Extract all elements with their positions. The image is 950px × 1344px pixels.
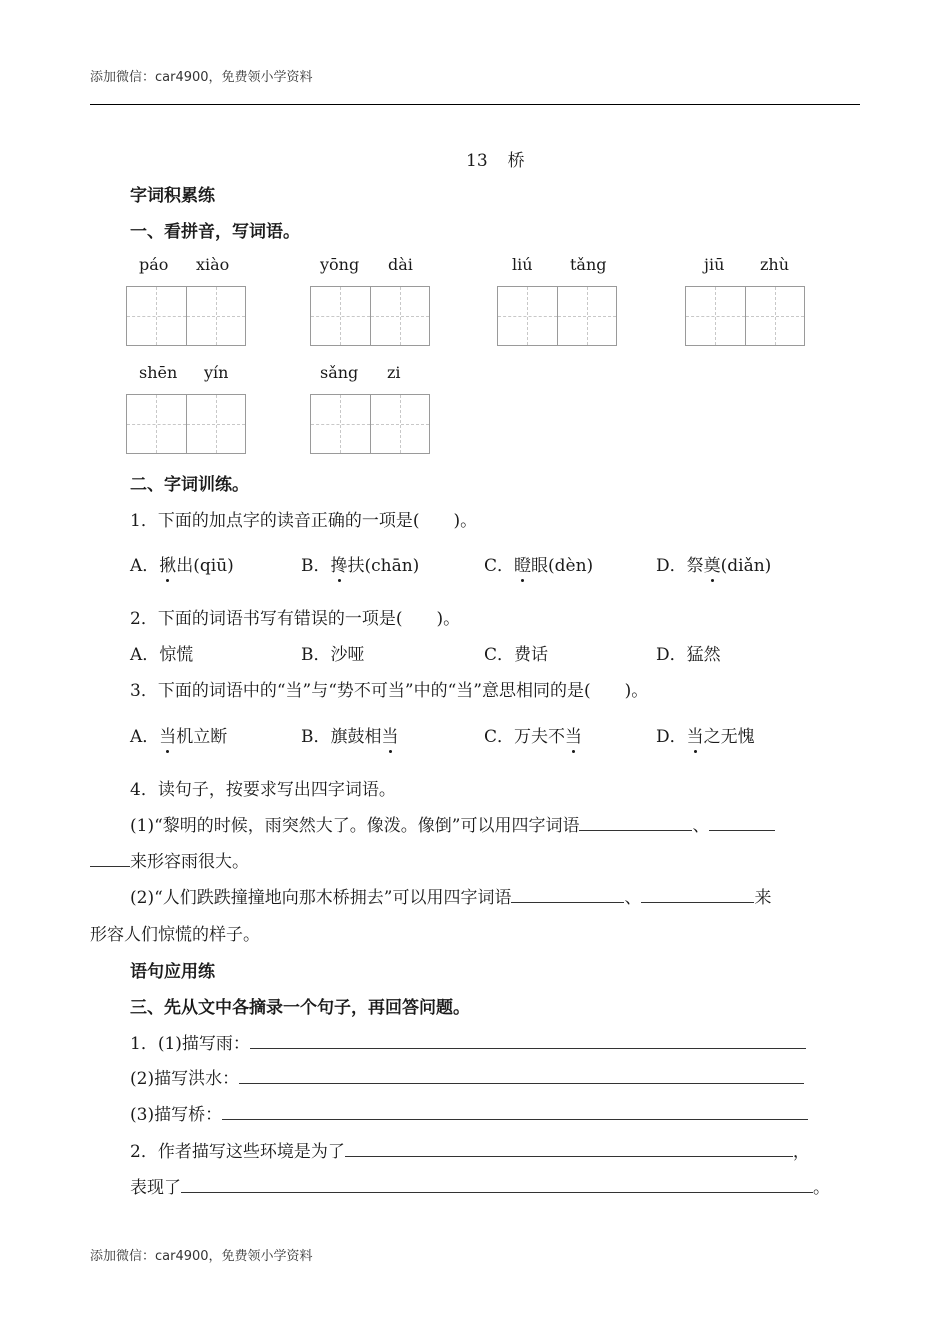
- emphasis-dot-char: 当: [687, 722, 704, 747]
- q2-option-d[interactable]: D．猛然: [656, 645, 721, 665]
- pinyin-4b: zhù: [760, 255, 790, 274]
- part3-title: 三、先从文中各摘录一个句子，再回答问题。: [130, 998, 470, 1018]
- answer-line[interactable]: [239, 1065, 804, 1084]
- q2-stem: 2．下面的词语书写有错误的一项是( )。: [130, 609, 461, 629]
- emphasis-dot-char: 揪: [159, 551, 176, 576]
- q3-stem: 3．下面的词语中的“当”与“势不可当”中的“当”意思相同的是( )。: [130, 681, 649, 701]
- q3-option-d[interactable]: D．当之无愧: [656, 722, 755, 747]
- pinyin-5a: shēn: [139, 363, 178, 382]
- emphasis-dot-char: 当: [382, 722, 399, 747]
- lesson-number: 13: [466, 151, 488, 171]
- writing-grid-6[interactable]: [310, 394, 430, 454]
- writing-grid-4[interactable]: [685, 286, 805, 346]
- header-note: 添加微信：car4900，免费领小学资料: [90, 70, 313, 85]
- writing-grid-5[interactable]: [126, 394, 246, 454]
- q4-sentence-1-cont: 来形容雨很大。: [90, 847, 249, 872]
- emphasis-dot-char: 当: [565, 722, 582, 747]
- q1-stem: 1．下面的加点字的读音正确的一项是( )。: [130, 511, 478, 531]
- q1-option-c[interactable]: C．瞪眼(dèn): [484, 551, 593, 576]
- pinyin-1a: páo: [139, 255, 169, 274]
- pinyin-6b: zi: [387, 363, 401, 382]
- writing-grid-2[interactable]: [310, 286, 430, 346]
- answer-blank[interactable]: [641, 884, 754, 903]
- pinyin-1b: xiào: [196, 255, 230, 274]
- q3-2-express: 表现了 。: [130, 1173, 830, 1198]
- answer-blank[interactable]: [709, 812, 775, 831]
- answer-blank[interactable]: [90, 848, 130, 867]
- q3-2-purpose: 2．作者描写这些环境是为了 ，: [130, 1137, 810, 1162]
- pinyin-2a: yōng: [320, 255, 360, 274]
- part1-title: 一、看拼音，写词语。: [130, 222, 300, 242]
- writing-grid-3[interactable]: [497, 286, 617, 346]
- answer-line[interactable]: [222, 1101, 808, 1120]
- q3-1-rain: 1．(1)描写雨：: [130, 1029, 806, 1054]
- q4-sentence-1: (1)“黎明的时候，雨突然大了。像泼。像倒”可以用四字词语 、: [130, 811, 775, 836]
- q2-option-a[interactable]: A．惊慌: [130, 645, 194, 665]
- answer-blank[interactable]: [511, 884, 624, 903]
- pinyin-3b: tǎng: [570, 255, 607, 274]
- answer-blank[interactable]: [579, 812, 692, 831]
- q1-option-a[interactable]: A．揪出(qiū): [130, 551, 234, 576]
- pinyin-6a: sǎng: [320, 363, 359, 382]
- section-heading-vocab: 字词积累练: [130, 186, 215, 206]
- q4-sentence-2: (2)“人们跌跌撞撞地向那木桥拥去”可以用四字词语 、 来: [130, 883, 771, 908]
- answer-line[interactable]: [345, 1138, 793, 1157]
- q1-option-b[interactable]: B．搀扶(chān): [301, 551, 419, 576]
- footer-note: 添加微信：car4900，免费领小学资料: [90, 1249, 313, 1264]
- q2-option-c[interactable]: C．费话: [484, 645, 549, 665]
- pinyin-5b: yín: [204, 363, 229, 382]
- part2-title: 二、字词训练。: [130, 475, 249, 495]
- q3-option-c[interactable]: C．万夫不当: [484, 722, 582, 747]
- lesson-title: [466, 146, 525, 171]
- header-divider: [90, 104, 860, 105]
- q4-sentence-2-cont: 形容人们惊慌的样子。: [90, 925, 260, 945]
- q3-option-b[interactable]: B．旗鼓相当: [301, 722, 399, 747]
- lesson-name: 桥: [507, 151, 525, 171]
- emphasis-dot-char: 搀: [331, 551, 348, 576]
- answer-line[interactable]: [250, 1030, 806, 1049]
- q3-1-bridge: (3)描写桥：: [130, 1100, 808, 1125]
- writing-grid-1[interactable]: [126, 286, 246, 346]
- pinyin-3a: liú: [512, 255, 533, 274]
- section-heading-sentence: 语句应用练: [130, 962, 215, 982]
- pinyin-2b: dài: [388, 255, 413, 274]
- q1-option-d[interactable]: D．祭奠(diǎn): [656, 551, 771, 576]
- emphasis-dot-char: 奠: [704, 551, 721, 576]
- answer-line[interactable]: [181, 1174, 813, 1193]
- emphasis-dot-char: 瞪: [514, 551, 531, 576]
- q2-option-b[interactable]: B．沙哑: [301, 645, 365, 665]
- emphasis-dot-char: 当: [159, 722, 176, 747]
- q3-1-flood: (2)描写洪水：: [130, 1064, 804, 1089]
- q4-stem: 4．读句子，按要求写出四字词语。: [130, 780, 396, 800]
- pinyin-4a: jiū: [704, 255, 725, 274]
- q3-option-a[interactable]: A．当机立断: [130, 722, 227, 747]
